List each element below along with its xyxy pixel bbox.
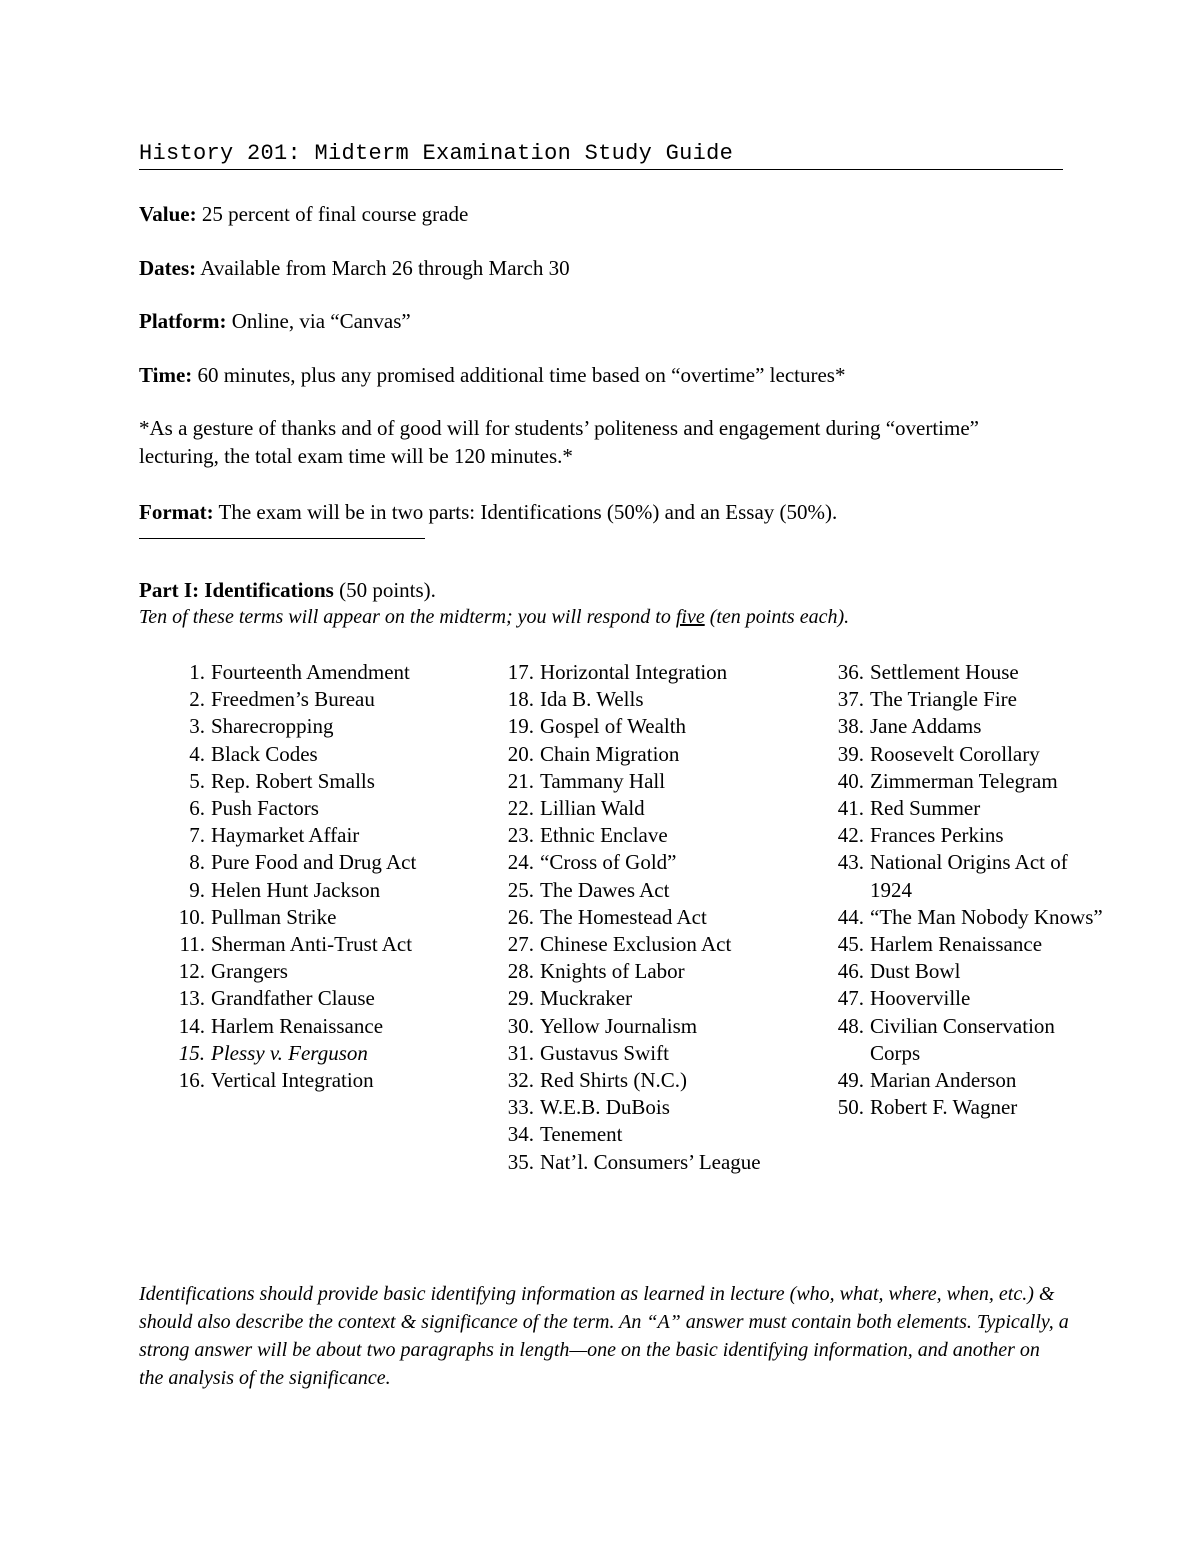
term-item [798, 1013, 1108, 1067]
term-number: 7. [189, 823, 205, 848]
term-text: Nat’l. Consumers’ League [540, 1149, 761, 1174]
term-item [468, 1067, 778, 1094]
term-number: 11. [179, 932, 205, 957]
terms-column-1 [139, 659, 449, 1094]
term-number: 21. [507, 768, 534, 793]
term-item [798, 1094, 1108, 1121]
term-text: Dust Bowl [870, 959, 961, 984]
term-text: Grangers [211, 959, 288, 984]
term-item [798, 849, 1108, 903]
term-text: Yellow Journalism [540, 1013, 698, 1038]
term-item [798, 985, 1108, 1012]
term-number: 43. [837, 850, 864, 875]
term-text: Knights of Labor [540, 959, 685, 984]
term-item [468, 795, 778, 822]
part1-heading-text: Part I: Identifications [139, 578, 334, 602]
term-text: Robert F. Wagner [870, 1095, 1018, 1120]
term-text: Roosevelt Corollary [870, 741, 1040, 766]
term-number: 12. [178, 959, 205, 984]
part1-instructions-five: five [675, 606, 705, 628]
term-text: Chinese Exclusion Act [540, 932, 732, 957]
term-item [468, 849, 778, 876]
term-text: Lillian Wald [540, 796, 645, 821]
identifications-guidance: Identifications should provide basic identifying information as learned in lecture (who, what, where, when, etc.) & should also describe the context & significance of the term. An “A” answer must contain both elements. Typically, a strong answer will be about two paragraphs in length—one on the basic identifying information, and another on the analysis of the significance. [139, 1283, 1069, 1389]
term-item [468, 985, 778, 1012]
term-number: 40. [837, 768, 864, 793]
term-number: 44. [837, 904, 864, 929]
term-item [798, 1067, 1108, 1094]
term-text: The Triangle Fire [870, 687, 1017, 712]
term-number: 17. [507, 660, 534, 684]
term-text: Civilian Conservation Corps [870, 1013, 1055, 1065]
term-item [139, 686, 449, 713]
term-number: 42. [837, 823, 864, 848]
term-number: 25. [507, 877, 534, 902]
format-text: The exam will be in two parts: Identifications (50%) and an Essay (50%). [213, 500, 838, 524]
term-text: Gospel of Wealth [540, 714, 687, 739]
term-item [139, 1013, 449, 1040]
term-number: 19. [507, 714, 534, 739]
term-item [139, 877, 449, 904]
term-item [468, 1040, 778, 1067]
term-text: Chain Migration [540, 741, 680, 766]
term-item [139, 795, 449, 822]
term-item [468, 659, 778, 686]
term-number: 41. [837, 796, 864, 821]
term-item [139, 1067, 449, 1094]
dates-text: Available from March 26 through March 30 [196, 256, 570, 280]
platform-label: Platform: [139, 309, 227, 333]
term-item [468, 958, 778, 985]
term-item [798, 741, 1108, 768]
value-field [139, 200, 468, 228]
term-text: Muckraker [540, 986, 633, 1011]
term-number: 26. [507, 904, 534, 929]
terms-column-2 [468, 659, 778, 1176]
part1-instructions [139, 603, 849, 631]
term-text: Vertical Integration [211, 1068, 374, 1093]
term-text: Tenement [540, 1122, 623, 1147]
term-item [798, 686, 1108, 713]
term-number: 46. [837, 959, 864, 984]
part1-instructions-after: (ten points each). [704, 606, 850, 628]
term-text: Harlem Renaissance [870, 932, 1043, 957]
term-text: Push Factors [211, 796, 319, 821]
term-text: Rep. Robert Smalls [211, 768, 375, 793]
term-item [468, 1094, 778, 1121]
term-number: 27. [507, 932, 534, 957]
term-number: 23. [507, 823, 534, 848]
term-text: Red Shirts (N.C.) [540, 1068, 687, 1093]
term-item [139, 741, 449, 768]
term-number: 33. [507, 1095, 534, 1120]
term-item [139, 849, 449, 876]
term-number: 34. [507, 1122, 534, 1147]
term-item [798, 659, 1108, 686]
time-text: 60 minutes, plus any promised additional time based on “overtime” lectures* [192, 363, 846, 387]
value-text: 25 percent of final course grade [196, 202, 469, 226]
term-number: 4. [189, 741, 205, 766]
term-item [798, 713, 1108, 740]
term-number: 49. [837, 1068, 864, 1093]
term-text: Sherman Anti-Trust Act [211, 932, 413, 957]
term-number: 39. [837, 741, 864, 766]
part1-instructions-before: Ten of these terms will appear on the midterm; you will respond to [139, 606, 676, 628]
term-number: 45. [837, 932, 864, 957]
term-text: Hooverville [870, 986, 971, 1011]
terms-column-3 [798, 659, 1108, 1121]
term-item [468, 768, 778, 795]
platform-field [139, 307, 411, 335]
term-text: Horizontal Integration [540, 660, 728, 684]
time-label: Time: [139, 363, 193, 387]
term-number: 20. [507, 741, 534, 766]
format-field [139, 498, 837, 526]
term-text: Marian Anderson [870, 1068, 1017, 1093]
term-item [468, 686, 778, 713]
page-title: History 201: Midterm Examination Study Guide [139, 139, 1063, 170]
term-item [798, 795, 1108, 822]
term-text: Ida B. Wells [540, 687, 644, 712]
term-text: Plessy v. Ferguson [211, 1040, 368, 1065]
term-item [798, 931, 1108, 958]
term-number: 28. [507, 959, 534, 984]
term-item [139, 713, 449, 740]
dates-field [139, 254, 570, 282]
term-item [139, 904, 449, 931]
term-text: W.E.B. DuBois [540, 1095, 670, 1120]
term-text: Sharecropping [211, 714, 334, 739]
term-text: “Cross of Gold” [540, 850, 677, 875]
time-field [139, 361, 845, 389]
term-text: The Homestead Act [540, 904, 707, 929]
term-item [468, 877, 778, 904]
term-text: Haymarket Affair [211, 823, 360, 848]
platform-text: Online, via “Canvas” [226, 309, 411, 333]
term-item [139, 958, 449, 985]
term-item [798, 904, 1108, 931]
term-number: 13. [178, 986, 205, 1011]
term-text: Zimmerman Telegram [870, 768, 1058, 793]
term-item [139, 931, 449, 958]
term-text: National Origins Act of 1924 [870, 850, 1068, 902]
term-text: Pure Food and Drug Act [211, 850, 417, 875]
term-text: Harlem Renaissance [211, 1013, 384, 1038]
term-text: The Dawes Act [540, 877, 670, 902]
term-number: 37. [837, 687, 864, 712]
dates-label: Dates: [139, 256, 197, 280]
term-item [139, 822, 449, 849]
term-number: 16. [178, 1068, 205, 1093]
term-item [139, 659, 449, 686]
term-number: 22. [507, 796, 534, 821]
term-item [798, 958, 1108, 985]
term-item [798, 768, 1108, 795]
term-number: 24. [507, 850, 534, 875]
term-text: Settlement House [870, 660, 1019, 684]
section-divider [139, 538, 425, 539]
term-item [139, 768, 449, 795]
term-text: Frances Perkins [870, 823, 1004, 848]
term-text: Black Codes [211, 741, 318, 766]
overtime-note: *As a gesture of thanks and of good will for students’ politeness and engagement during “overtime” lecturing, the total exam time will be 120 minutes.* [139, 416, 979, 468]
term-item [468, 1121, 778, 1148]
term-text: Freedmen’s Bureau [211, 687, 375, 712]
term-item [468, 904, 778, 931]
term-number: 36. [837, 660, 864, 684]
term-number: 50. [837, 1095, 864, 1120]
term-number: 38. [837, 714, 864, 739]
term-text: “The Man Nobody Knows” [870, 904, 1103, 929]
term-text: Grandfather Clause [211, 986, 375, 1011]
term-item [468, 822, 778, 849]
term-number: 35. [507, 1149, 534, 1174]
term-text: Jane Addams [870, 714, 982, 739]
term-number: 15. [178, 1040, 205, 1065]
term-text: Gustavus Swift [540, 1040, 669, 1065]
term-number: 18. [507, 687, 534, 712]
value-label: Value: [139, 202, 197, 226]
part1-points: (50 points). [333, 578, 436, 602]
term-item [468, 1149, 778, 1176]
term-number: 2. [189, 687, 205, 712]
term-number: 10. [178, 904, 205, 929]
term-item [139, 1040, 449, 1067]
term-text: Helen Hunt Jackson [211, 877, 381, 902]
term-text: Pullman Strike [211, 904, 337, 929]
term-number: 31. [507, 1040, 534, 1065]
term-item [468, 931, 778, 958]
term-number: 5. [189, 768, 205, 793]
term-number: 8. [189, 850, 205, 875]
term-text: Fourteenth Amendment [211, 660, 410, 684]
term-item [798, 822, 1108, 849]
term-number: 9. [189, 877, 205, 902]
term-item [468, 713, 778, 740]
format-label: Format: [139, 500, 214, 524]
part1-heading [139, 576, 436, 604]
term-item [468, 741, 778, 768]
term-number: 3. [189, 714, 205, 739]
term-number: 29. [507, 986, 534, 1011]
term-number: 30. [507, 1013, 534, 1038]
term-number: 1. [189, 660, 205, 684]
term-number: 6. [189, 796, 205, 821]
term-text: Ethnic Enclave [540, 823, 668, 848]
term-number: 14. [178, 1013, 205, 1038]
term-item [468, 1013, 778, 1040]
term-number: 32. [507, 1068, 534, 1093]
term-text: Tammany Hall [540, 768, 666, 793]
term-number: 48. [837, 1013, 864, 1038]
term-text: Red Summer [870, 796, 981, 821]
term-number: 47. [837, 986, 864, 1011]
term-item [139, 985, 449, 1012]
